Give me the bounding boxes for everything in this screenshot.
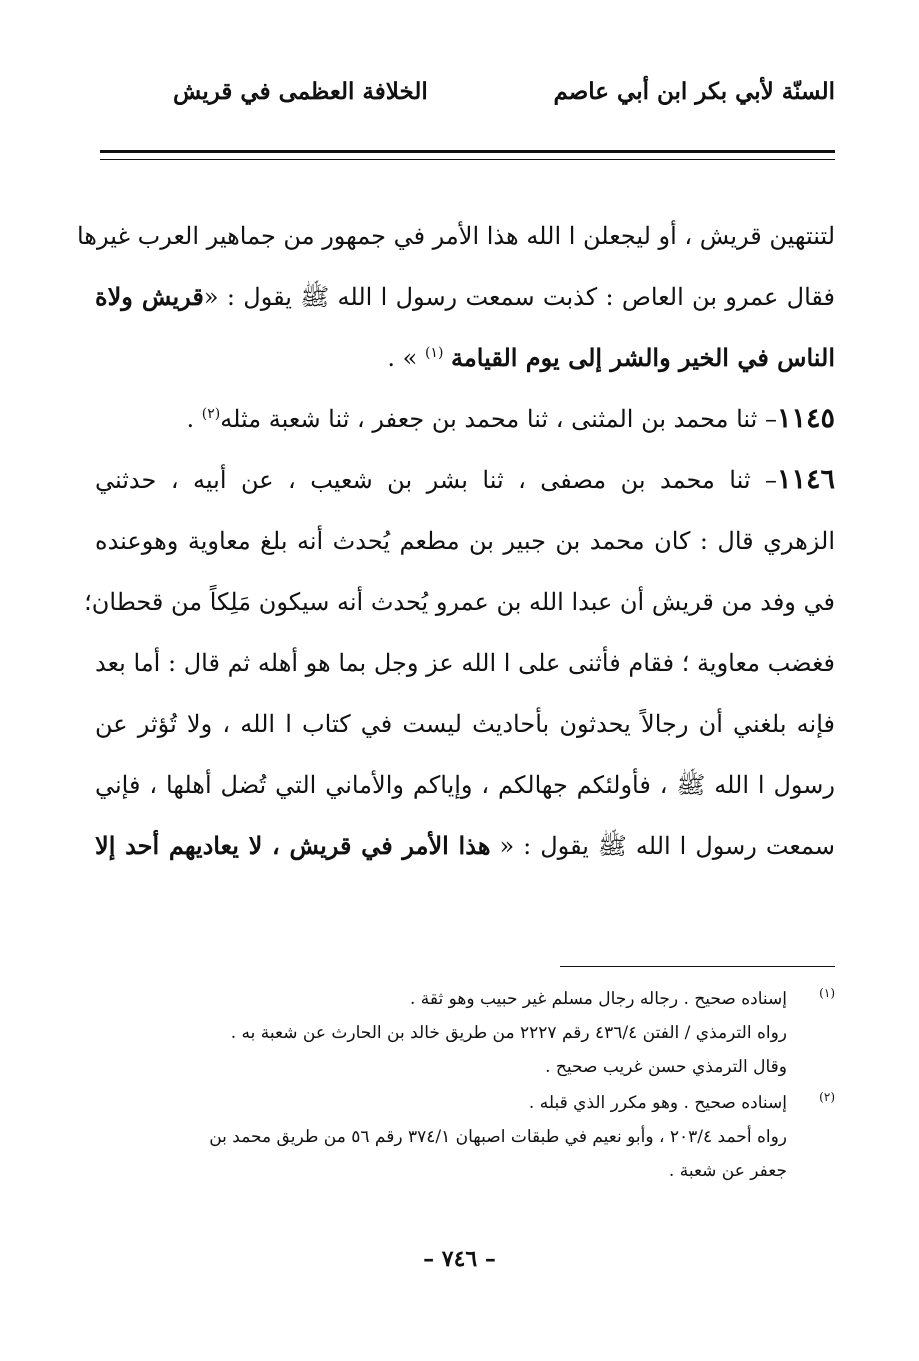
text-line: فإنه بلغني أن رجالاً يحدثون بأحاديث ليست في كتاب ا الله ، ولا تُؤثر عن: [95, 710, 835, 738]
running-header: [95, 78, 835, 118]
main-text: [76, 208, 835, 879]
footnote-line: رواه الترمذي / الفتن ٤٣٦/٤ رقم ٢٢٢٧ من طريق خالد بن الحارث عن شعبة به .: [230, 1023, 787, 1043]
footnote-ref: (١): [424, 345, 444, 361]
header-rule-thick: [100, 150, 835, 153]
footnote-1: (١) إسناده صحيح . رجاله رجال مسلم غير حبيب وهو ثقة .: [95, 982, 835, 1016]
footnote-line: جعفر عن شعبة .: [668, 1161, 787, 1181]
footnote-line: رواه أحمد ٢٠٣/٤ ، وأبو نعيم في طبقات اصبهان ٣٧٤/١ رقم ٥٦ من طريق محمد بن: [209, 1127, 787, 1147]
hadith-1146: ١١٤٦– ثنا محمد بن مصفى ، ثنا بشر بن شعيب ، عن أبيه ، حدثني: [95, 464, 835, 495]
text-line: رسول ا الله ﷺ ، فأولئكم جهالكم ، وإياكم والأماني التي تُضل أهلها ، فإني: [95, 771, 835, 799]
text-line: فغضب معاوية ؛ فقام فأثنى على ا الله عز وجل بما هو أهله ثم قال : أما بعد: [95, 649, 835, 677]
page-number: – ٧٤٦ –: [423, 1246, 496, 1272]
text-line: في وفد من قريش أن عبدا الله بن عمرو يُحدث أنه سيكون مَلِكاً من قحطان؛: [84, 588, 835, 616]
text-line: الناس في الخير والشر إلى يوم القيامة $^{(١)}$ » .: [387, 343, 835, 372]
footnote-separator: [560, 966, 835, 967]
text-line: الزهري قال : كان محمد بن جبير بن مطعم يُحدث أنه بلغ معاوية وهوعنده: [95, 527, 835, 555]
footnote-marker: (٢): [819, 1090, 835, 1104]
book-title: السنّة لأبي بكر ابن أبي عاصم: [553, 78, 835, 105]
footnote-marker: (١): [819, 986, 835, 1000]
text-line: لتنتهين قريش ، أو ليجعلن ا الله هذا الأمر في جمهور من جماهير العرب غيرها: [76, 222, 835, 250]
header-rule-thin: [100, 159, 835, 160]
footnote-2: (٢) إسناده صحيح . وهو مكرر الذي قبله .: [95, 1086, 835, 1120]
footnote-line: وقال الترمذي حسن غريب صحيح .: [545, 1057, 787, 1077]
text-line: سمعت رسول ا الله ﷺ يقول : « هذا الأمر في قريش ، لا يعاديهم أحد إلا: [95, 831, 835, 860]
hadith-1145: ١١٤٥– ثنا محمد بن المثنى ، ثنا محمد بن جعفر ، ثنا شعبة مثله$^{(٢)}$ .: [186, 403, 835, 434]
footnotes: [95, 982, 835, 1188]
hadith-number: ١١٤٦: [776, 464, 835, 495]
hadith-number: ١١٤٥: [776, 403, 835, 434]
hadith-quote: الناس في الخير والشر إلى يوم القيامة: [451, 343, 835, 372]
hadith-quote: هذا الأمر في قريش ، لا يعاديهم أحد إلا: [95, 831, 491, 860]
footnote-ref: (٢): [201, 406, 221, 422]
hadith-quote: قريش ولاة: [95, 282, 204, 311]
chapter-title: الخلافة العظمى في قريش: [173, 78, 428, 105]
text-line: فقال عمرو بن العاص : كذبت سمعت رسول ا الله ﷺ يقول : «قريش ولاة: [95, 282, 835, 311]
